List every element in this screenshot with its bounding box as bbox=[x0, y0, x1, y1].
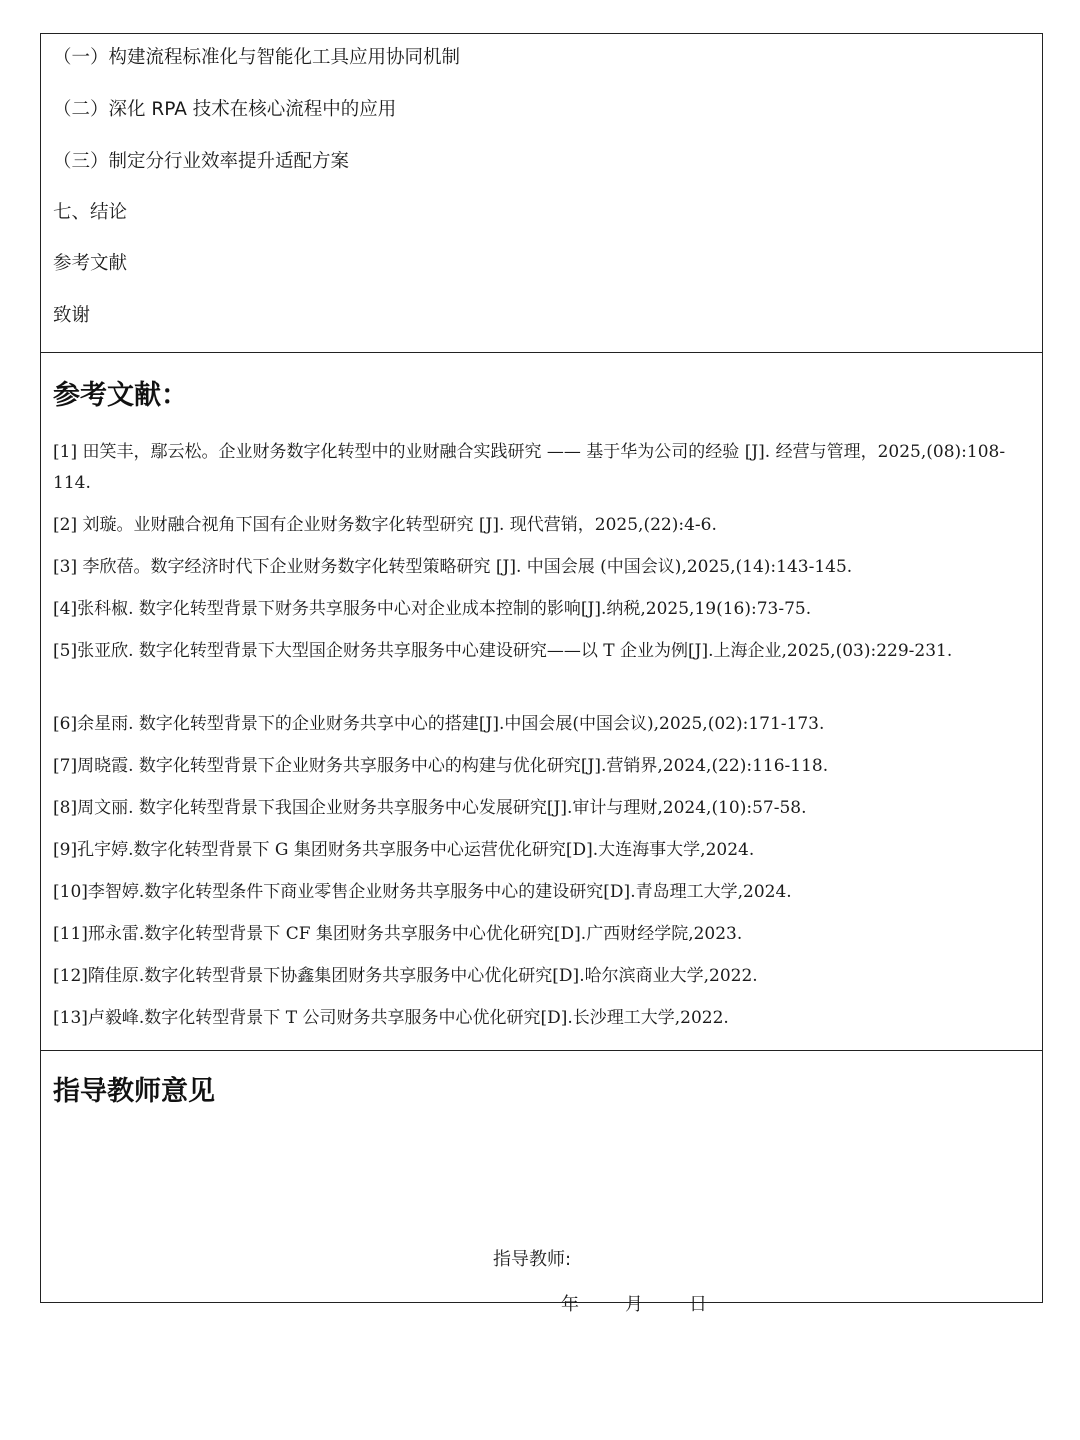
date-day-label: 日 bbox=[689, 1294, 707, 1315]
date-month-label: 月 bbox=[625, 1294, 643, 1315]
reference-item: [13]卢毅峰.数字化转型背景下 T 公司财务共享服务中心优化研究[D].长沙理工大学,2022. bbox=[53, 1008, 729, 1028]
outline-item: 七、结论 bbox=[53, 202, 128, 223]
reference-item: [9]孔宇婷.数字化转型背景下 G 集团财务共享服务中心运营优化研究[D].大连海事大学,2024. bbox=[53, 840, 755, 860]
reference-item: [3] 李欣蓓。数字经济时代下企业财务数字化转型策略研究 [J]. 中国会展 (中国会议),2025,(14):143-145. bbox=[53, 557, 853, 577]
reference-item: [6]余星雨. 数字化转型背景下的企业财务共享中心的搭建[J].中国会展(中国会议),2025,(02):171-173. bbox=[53, 714, 825, 734]
advisor-signature-label: 指导教师: bbox=[493, 1249, 572, 1270]
advisor-opinion-section bbox=[41, 1051, 1042, 1315]
date-year-label: 年 bbox=[561, 1294, 579, 1315]
outline-item: （一）构建流程标准化与智能化工具应用协同机制 bbox=[53, 47, 461, 68]
reference-item: [4]张科椒. 数字化转型背景下财务共享服务中心对企业成本控制的影响[J].纳税,2025,19(16):73-75. bbox=[53, 599, 812, 619]
outline-section bbox=[41, 34, 1042, 353]
references-heading: 参考文献： bbox=[53, 380, 188, 411]
reference-item: [8]周文丽. 数字化转型背景下我国企业财务共享服务中心发展研究[J].审计与理财,2024,(10):57-58. bbox=[53, 798, 807, 818]
reference-item: [1] 田笑丰，鄢云松。企业财务数字化转型中的业财融合实践研究 —— 基于华为公司的经验 [J]. 经营与管理，2025,(08):108-114. bbox=[53, 442, 1006, 493]
reference-item: [5]张亚欣. 数字化转型背景下大型国企财务共享服务中心建设研究——以 T 企业为例[J].上海企业,2025,(03):229-231. bbox=[53, 641, 953, 661]
reference-item: [2] 刘璇。业财融合视角下国有企业财务数字化转型研究 [J]. 现代营销，2025,(22):4-6. bbox=[53, 515, 717, 535]
outline-item: （二）深化 RPA 技术在核心流程中的应用 bbox=[53, 99, 397, 120]
references-section bbox=[41, 353, 1042, 1051]
outline-item: 致谢 bbox=[53, 305, 91, 326]
reference-item: [12]隋佳原.数字化转型背景下协鑫集团财务共享服务中心优化研究[D].哈尔滨商业大学,2022. bbox=[53, 966, 758, 986]
advisor-heading: 指导教师意见 bbox=[53, 1076, 215, 1107]
outline-item: （三）制定分行业效率提升适配方案 bbox=[53, 151, 350, 172]
document-table bbox=[40, 33, 1043, 1315]
outline-item: 参考文献 bbox=[53, 253, 128, 274]
reference-item: [7]周晓霞. 数字化转型背景下企业财务共享服务中心的构建与优化研究[J].营销界,2024,(22):116-118. bbox=[53, 756, 829, 776]
reference-item: [11]邢永雷.数字化转型背景下 CF 集团财务共享服务中心优化研究[D].广西财经学院,2023. bbox=[53, 924, 743, 944]
reference-item: [10]李智婷.数字化转型条件下商业零售企业财务共享服务中心的建设研究[D].青岛理工大学,2024. bbox=[53, 882, 792, 902]
